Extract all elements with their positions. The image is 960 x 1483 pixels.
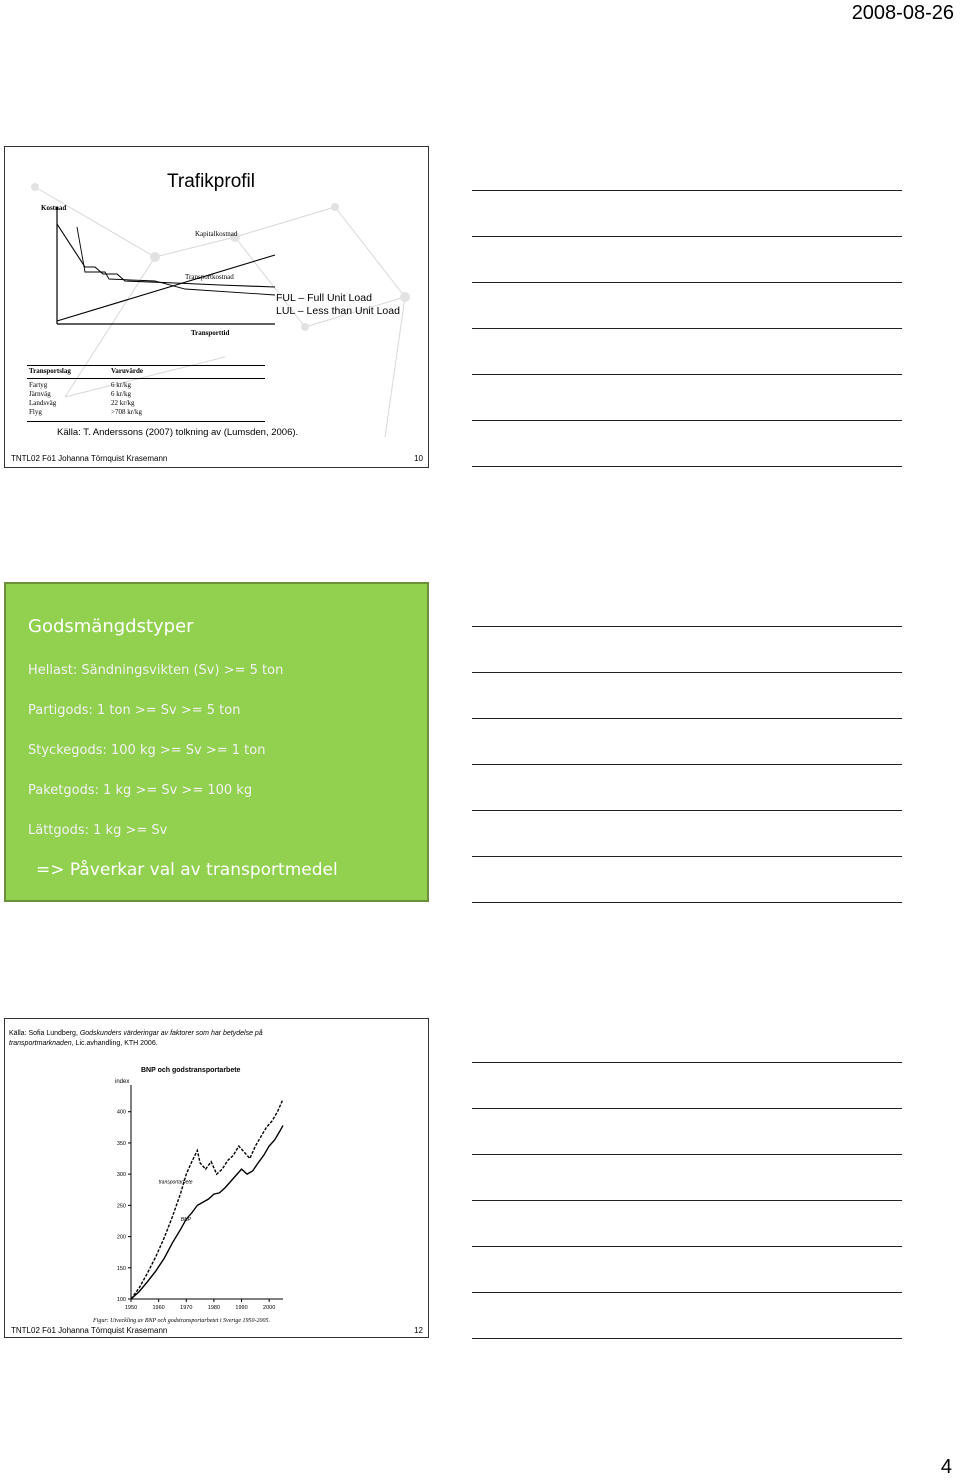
slide-trafikprofil <box>4 146 429 468</box>
y-axis-label: index <box>115 1079 130 1085</box>
slide-number: 10 <box>414 454 423 463</box>
note-line <box>472 190 902 191</box>
ful-label: FUL – Full Unit Load <box>276 292 372 304</box>
slide-title: Godsmängdstyper <box>28 616 194 637</box>
note-line <box>472 672 902 673</box>
x-tick-label: 2000 <box>263 1305 276 1311</box>
note-line <box>472 1154 902 1155</box>
x-tick-label: 1980 <box>207 1305 221 1311</box>
capital-cost-label: Kapitalkostnad <box>195 230 238 238</box>
y-tick-label: 400 <box>116 1109 126 1116</box>
note-line <box>472 764 902 765</box>
x-axis-label: Transporttid <box>191 329 230 337</box>
note-line <box>472 374 902 375</box>
lul-label: LUL – Less than Unit Load <box>276 305 400 317</box>
source-prefix: Källa: Sofia Lundberg, <box>9 1030 80 1037</box>
value-table <box>27 365 265 422</box>
note-line <box>472 718 902 719</box>
note-line <box>472 466 902 467</box>
series-label: transportarbete <box>158 1179 193 1186</box>
note-line <box>472 282 902 283</box>
note-line <box>472 810 902 811</box>
slide-bnp-godstransport <box>4 1018 429 1338</box>
x-tick-label: 1970 <box>180 1305 193 1311</box>
table-cell: >708 kr/kg <box>111 408 142 416</box>
series-label: BNP <box>180 1216 192 1223</box>
note-line <box>472 1108 902 1109</box>
note-line <box>472 626 902 627</box>
y-tick-label: 150 <box>116 1265 126 1272</box>
table-header: Varuvärde <box>111 367 144 375</box>
transport-cost-label: Transportkostnad <box>185 273 234 281</box>
x-tick-label: 1990 <box>235 1305 248 1311</box>
bnp-chart <box>105 1063 305 1323</box>
source-note: Källa: T. Anderssons (2007) tolkning av (Lumsden, 2006). <box>57 427 299 438</box>
source-suffix: , Lic.avhandling, KTH 2006. <box>71 1040 158 1047</box>
table-cell: Fartyg <box>29 381 48 389</box>
x-tick-label: 1960 <box>152 1305 165 1311</box>
y-tick-label: 300 <box>116 1172 126 1179</box>
body-line: Styckegods: 100 kg >= Sv >= 1 ton <box>28 743 266 758</box>
y-tick-label: 200 <box>116 1234 126 1241</box>
table-cell: Flyg <box>29 408 42 416</box>
page-date: 2008-08-26 <box>851 2 954 24</box>
body-line: Partigods: 1 ton >= Sv >= 5 ton <box>28 703 241 718</box>
body-line: Paketgods: 1 kg >= Sv >= 100 kg <box>28 783 253 798</box>
note-line <box>472 1200 902 1201</box>
table-cell: Landsväg <box>29 399 57 407</box>
transport-cost-curve <box>57 224 275 287</box>
table-cell: 6 kr/kg <box>111 381 132 389</box>
series-line-BNP <box>131 1125 283 1299</box>
table-cell: 6 kr/kg <box>111 390 132 398</box>
note-line <box>472 1292 902 1293</box>
slide-godsmangdstyper <box>4 582 429 902</box>
body-line: Lättgods: 1 kg >= Sv <box>28 823 168 838</box>
slide-footer: TNTL02 Fö1 Johanna Törnquist Krasemann <box>11 454 168 463</box>
cost-chart <box>35 197 295 347</box>
note-line <box>472 1246 902 1247</box>
y-tick-label: 100 <box>116 1297 126 1303</box>
body-line: Hellast: Sändningsvikten (Sv) >= 5 ton <box>28 663 284 678</box>
page-number: 4 <box>940 1456 952 1478</box>
source-title: Godskunders värderingar av faktorer som har betydelse på transportmarknaden <box>9 1030 263 1047</box>
y-tick-label: 350 <box>116 1140 126 1147</box>
slide-footer: TNTL02 Fö1 Johanna Törnquist Krasemann <box>11 1326 168 1335</box>
capital-cost-curve <box>57 255 275 321</box>
y-axis-label: Kostnad <box>41 204 67 212</box>
slide-number: 12 <box>414 1326 423 1335</box>
note-line <box>472 856 902 857</box>
chart-title: BNP och godstransportarbete <box>141 1067 241 1074</box>
figure-caption: Figur: Utveckling av BNP och godstransportarbetet i Sverige 1950-2005. <box>93 1318 271 1324</box>
conclusion: => Påverkar val av transportmedel <box>36 860 338 880</box>
table-header: Transportslag <box>29 367 71 375</box>
slide-title: Trafikprofil <box>167 171 255 192</box>
source-note <box>9 1029 299 1049</box>
note-line <box>472 420 902 421</box>
table-cell: Järnväg <box>29 390 51 398</box>
note-line <box>472 1062 902 1063</box>
x-tick-label: 1950 <box>124 1305 138 1311</box>
note-line <box>472 1338 902 1339</box>
note-line <box>472 902 902 903</box>
note-line <box>472 328 902 329</box>
y-tick-label: 250 <box>116 1203 126 1210</box>
note-line <box>472 236 902 237</box>
table-cell: 22 kr/kg <box>111 399 135 407</box>
